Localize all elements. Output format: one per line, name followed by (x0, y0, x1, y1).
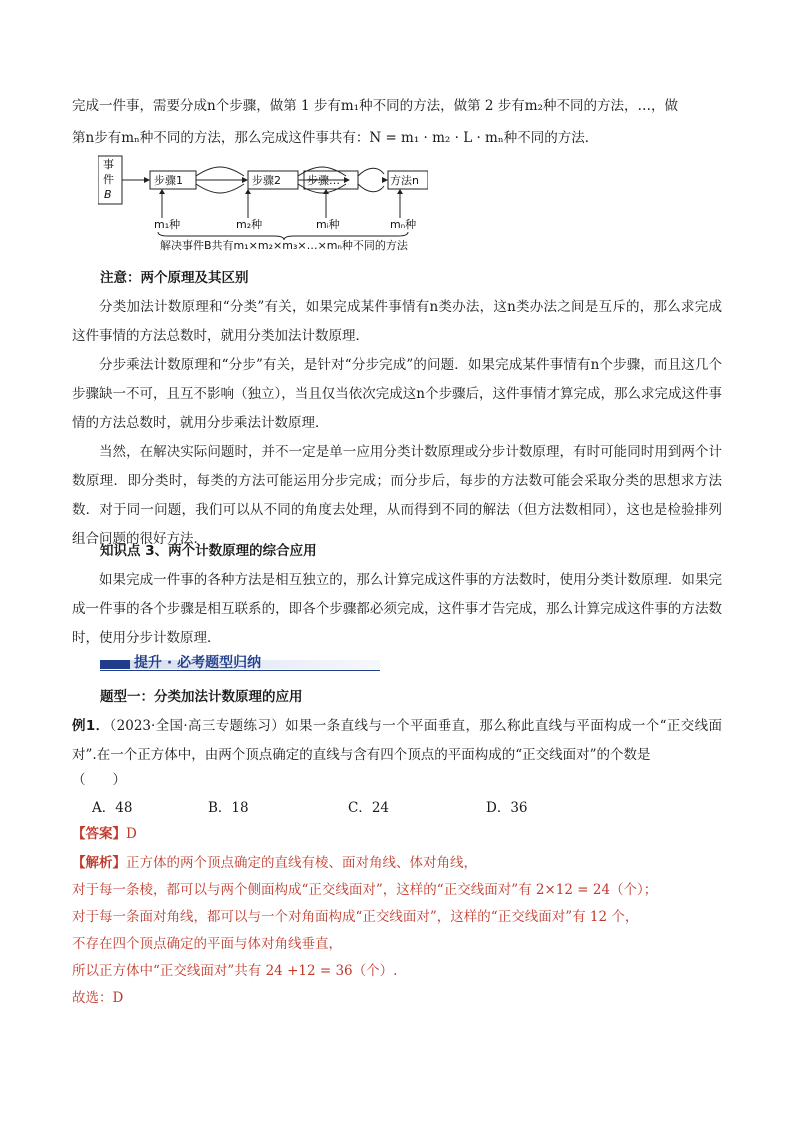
analysis-line-6: 故选：D (72, 990, 124, 1006)
para-combined: 当然，在解决实际问题时，并不一定是单一应用分类计数原理或分步计数原理，有时可能同时用到两个计数原理．即分类时，每类的方法可能运用分步完成；而分步后，每步的方法数可能会采取分类的思想求方法数．对于同一问题，我们可以从不同的角度去处理，从而得到不同的解法（但方法数相同），这也是检验排列组合问题的很好方法． (72, 444, 722, 547)
arrowhead (242, 177, 248, 183)
step-diagram (98, 152, 428, 252)
step-label-2: 步骤2 (252, 174, 281, 187)
analysis-tag: 【解析】 (72, 855, 126, 871)
example-paren: （ ） (72, 772, 126, 788)
arrowhead (245, 189, 251, 194)
count-label-4: mₙ种 (390, 218, 417, 231)
step-label-3: 步骤… (307, 174, 340, 187)
example-1 (72, 712, 722, 770)
example-text: （2023·全国·高三专题练习）如果一条直线与一个平面垂直，那么称此直线与平面构成一个“正交线面对”.在一个正方体中，由两个顶点确定的直线与含有四个顶点的平面构成的“正交线面对”的个数是 (72, 718, 722, 763)
event-char-2: 件 (103, 173, 114, 186)
banner-bar (100, 660, 130, 669)
curve-3b (358, 184, 384, 192)
section-banner (100, 650, 380, 674)
step-label-4: 方法n (390, 174, 419, 187)
arrowhead (344, 177, 350, 183)
analysis-line-4: 不存在四个顶点确定的平面与体对角线垂直， (72, 936, 342, 952)
option-b: B．18 (208, 800, 249, 816)
kp3-title: 知识点 3、两个计数原理的综合应用 (100, 543, 317, 559)
analysis-line-5: 所以正方体中“正交线面对”共有 24 +12 = 36（个）. (72, 963, 398, 979)
analysis-text-1: 正方体的两个顶点确定的直线有棱、面对角线、体对角线， (126, 855, 477, 871)
diagram-caption: 解决事件B共有m₁×m₂×m₃×…×mₙ种不同的方法 (160, 239, 408, 252)
para-classify: 分类加法计数原理和“分类”有关，如果完成某件事情有n类办法，这n类办法之间是互斥的，那么求完成这件事情的方法总数时，就用分类加法计数原理． (72, 299, 722, 344)
note-title: 注意：两个原理及其区别 (100, 270, 249, 286)
answer-line (72, 820, 722, 849)
para-kp3: 如果完成一件事的各种方法是相互独立的，那么计算完成这件事的方法数时，使用分类计数原理．如果完成一件事的各个步骤是相互联系的，即各个步骤都必须完成，这件事才告完成，那么计算完成这件事的方法数时，使用分步计数原理． (72, 572, 722, 646)
step-label-1: 步骤1 (154, 174, 183, 187)
answer-tag: 【答案】 (72, 826, 126, 842)
banner-title: 提升 · 必考题型归纳 (134, 655, 262, 671)
option-c: C．24 (348, 800, 390, 816)
analysis-line-1 (72, 849, 722, 878)
arrowhead (159, 189, 165, 194)
analysis-line-2: 对于每一条棱，都可以与两个侧面构成“正交线面对”，这样的“正交线面对”有 2×12 = 24（个）； (72, 882, 658, 898)
arrowhead (382, 177, 388, 183)
curve-3a (358, 168, 384, 176)
para-step: 分步乘法计数原理和“分步”有关，是针对“分步完成”的问题．如果完成某件事情有n个步骤，而且这几个步骤缺一不可，且互不影响（独立），当且仅当依次完成这n个步骤后，这件事情才算完成，那么求完成这件事情的方法总数时，就用分步乘法计数原理． (72, 357, 722, 431)
event-char-3: B (104, 188, 112, 201)
event-char-1: 事 (103, 158, 114, 171)
intro-line-1: 完成一件事，需要分成n个步骤，做第 1 步有m₁种不同的方法，做第 2 步有m₂种不同的方法，…，做 (72, 98, 678, 114)
curve-1a (196, 167, 244, 176)
arrowhead (323, 189, 329, 194)
curve-1b (196, 184, 244, 193)
count-label-1: m₁种 (154, 218, 181, 231)
option-d: D．36 (486, 800, 528, 816)
answer-value: D (126, 826, 137, 842)
type1-title: 题型一：分类加法计数原理的应用 (100, 689, 303, 705)
option-a: A．48 (92, 800, 133, 816)
intro-line-2: 第n步有mₙ种不同的方法，那么完成这件事共有：N = m₁ · m₂ · L · mₙ种不同的方法． (72, 130, 599, 146)
count-label-2: m₂种 (236, 218, 263, 231)
count-label-3: mᵢ种 (316, 218, 340, 231)
arrowhead (397, 189, 403, 194)
example-label: 例1． (72, 718, 110, 734)
arrowhead (144, 177, 150, 183)
analysis-line-3: 对于每一条面对角线，都可以与一个对角面构成“正交线面对”，这样的“正交线面对”有 12 个， (72, 909, 639, 925)
